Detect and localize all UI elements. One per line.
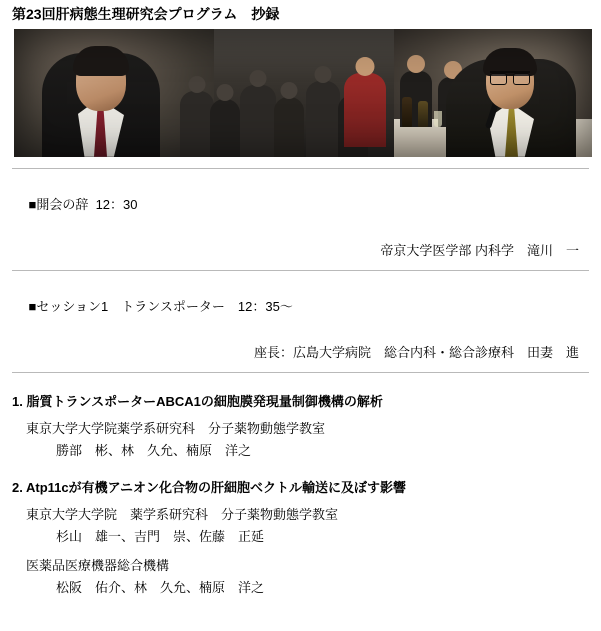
talk-1-title: 1. 脂質トランスポーターABCA1の細胞膜発現量制御機構の解析 [12,393,383,409]
document-page [0,6,601,631]
divider-talks [12,372,589,373]
session-chair: 座長：広島大学病院 総合内科・総合診療科 田妻 進 [253,344,579,360]
photo-glass-1 [434,111,442,127]
page-title: 第23回肝病態生理研究会プログラム 抄録 [12,6,280,22]
talk-1-authors-1: 勝部 彬、林 久允、楠原 洋之 [56,442,252,458]
opening-label: 開会の辞 [36,196,89,212]
session-marker: ■ [28,298,37,314]
divider-top [12,168,589,169]
talk-2-affiliation-1: 東京大学大学院 薬学系研究科 分子薬物動態学教室 [26,506,339,522]
photo-bottle-1 [402,97,412,127]
opening-time: 12：30 [95,196,138,212]
talk-2-affiliation-2: 医薬品医療機器総合機構 [26,557,170,573]
session-heading [14,281,593,330]
photo-bottle-2 [418,101,428,127]
opening-heading [14,179,593,228]
conference-photo-banner [14,29,592,157]
talk-1-affiliation-1: 東京大学大学院薬学系研究科 分子薬物動態学教室 [26,420,326,436]
talk-2-authors-2: 松阪 佑介、林 久允、楠原 洋之 [56,579,265,595]
session-heading-label: セッション1 トランスポーター 12：35〜 [36,298,293,314]
photo-portrait-left-hair [73,46,129,76]
photo-person-red-shirt [344,73,386,147]
opening-marker: ■ [28,196,37,212]
glasses-icon [490,71,530,83]
divider-session [12,270,589,271]
opening-affiliation: 帝京大学医学部 内科学 滝川 一 [380,242,579,258]
talk-2-title: 2. Atp11cが有機アニオン化合物の肝細胞ベクトル輸送に及ぼす影響 [12,479,406,495]
talk-2-authors-1: 杉山 雄一、吉門 崇、佐藤 正延 [56,528,265,544]
